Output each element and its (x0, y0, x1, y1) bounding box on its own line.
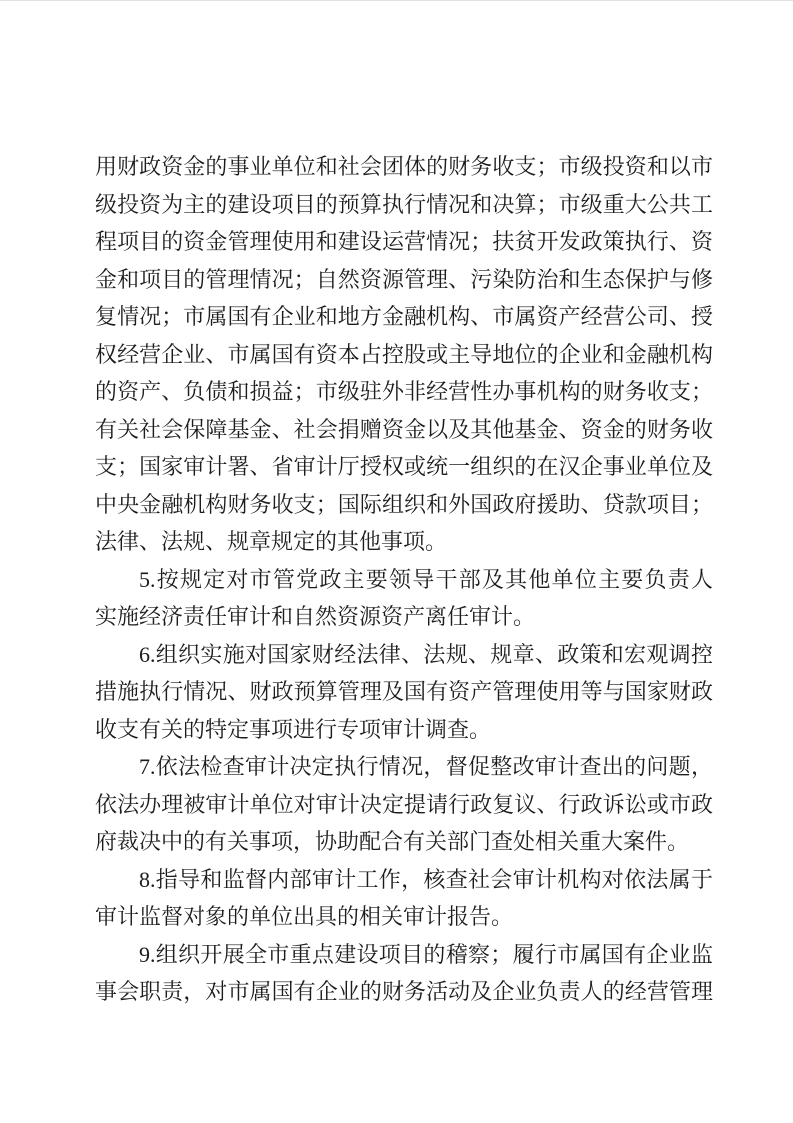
text-line: 8.指导和监督内部审计工作，核查社会审计机构对依法属于 (139, 866, 713, 892)
text-line: 实施经济责任审计和自然资源资产离任审计。 (95, 604, 536, 629)
text-line: 7.依法检查审计决定执行情况，督促整改审计查出的问题， (139, 754, 713, 779)
document-body (95, 148, 713, 1011)
text-line: 支；国家审计署、省审计厅授权或统一组织的在汉企事业单位及 (95, 454, 713, 479)
text-line: 法律、法规、规章规定的其他事项。 (95, 529, 448, 554)
text-line: 金和项目的管理情况；自然资源管理、污染防治和生态保护与修 (95, 266, 713, 292)
text-line: 6.组织实施对国家财经法律、法规、规章、政策和宏观调控 (139, 641, 713, 667)
text-line: 级投资为主的建设项目的预算执行情况和决算；市级重大公共工 (95, 191, 713, 217)
text-line: 措施执行情况、财政预算管理及国有资产管理使用等与国家财政 (95, 679, 713, 704)
text-line: 事会职责，对市属国有企业的财务活动及企业负责人的经营管理 (95, 979, 713, 1004)
text-line: 用财政资金的事业单位和社会团体的财务收支；市级投资和以市 (95, 154, 713, 179)
text-line: 府裁决中的有关事项，协助配合有关部门查处相关重大案件。 (95, 829, 690, 854)
text-line: 审计监督对象的单位出具的相关审计报告。 (95, 904, 514, 929)
text-line: 的资产、负债和损益；市级驻外非经营性办事机构的财务收支； (95, 379, 713, 404)
text-line: 程项目的资金管理使用和建设运营情况；扶贫开发政策执行、资 (95, 229, 713, 254)
text-line: 权经营企业、市属国有资本占控股或主导地位的企业和金融机构 (95, 341, 713, 367)
text-line: 9.组织开展全市重点建设项目的稽察；履行市属国有企业监 (139, 941, 713, 967)
text-line: 依法办理被审计单位对审计决定提请行政复议、行政诉讼或市政 (95, 791, 713, 817)
text-line: 复情况；市属国有企业和地方金融机构、市属资产经营公司、授 (95, 304, 713, 329)
text-line: 中央金融机构财务收支；国际组织和外国政府援助、贷款项目； (95, 491, 713, 517)
text-line: 有关社会保障基金、社会捐赠资金以及其他基金、资金的财务收 (95, 416, 713, 442)
text-line: 5.按规定对市管党政主要领导干部及其他单位主要负责人 (139, 566, 713, 592)
text-line: 收支有关的特定事项进行专项审计调查。 (95, 716, 492, 742)
